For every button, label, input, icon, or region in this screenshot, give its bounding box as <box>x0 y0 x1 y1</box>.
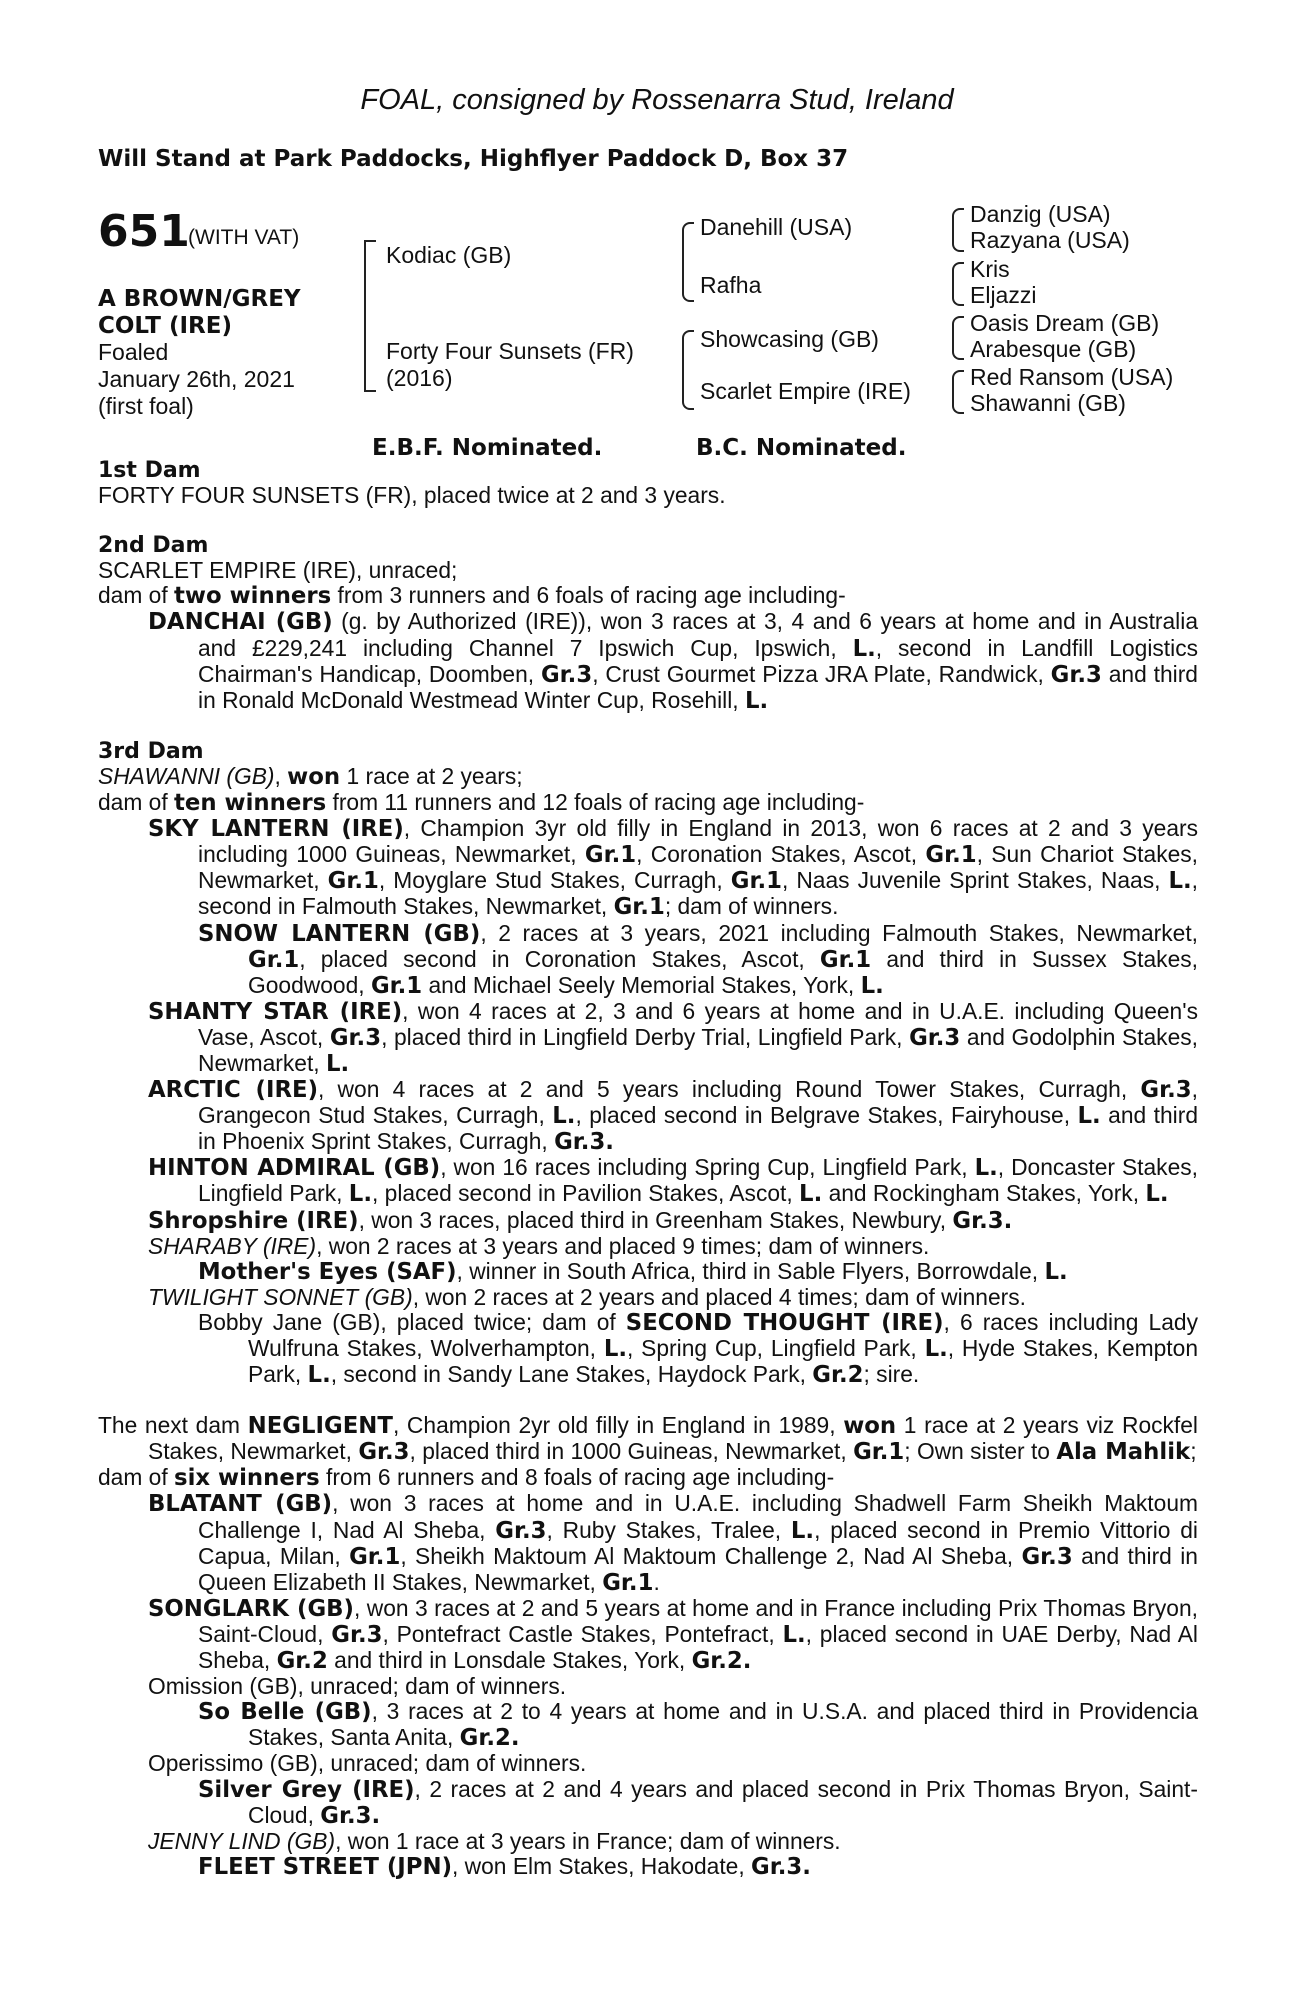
progeny-jenny-lind: JENNY LIND (GB), won 1 race at 3 years in France; dam of winners. <box>148 1827 841 1854</box>
pedigree-brace-g1 <box>952 208 964 252</box>
first-dam-heading: 1st Dam <box>98 458 201 483</box>
progeny-shropshire: Shropshire (IRE), won 3 races, placed third in Greenham Stakes, Newbury, Gr.3. <box>148 1206 1013 1234</box>
pedigree-dam-sire: Showcasing (GB) <box>700 326 879 352</box>
progeny-shanty-star: SHANTY STAR (IRE), won 4 races at 2, 3 and 6 years at home and in U.A.E. including Queen's Vase, Ascot, Gr.3, placed third in Lingfield Derby Trial, Lingfield Park, Gr.3 and Godolphin Stakes, Newmarket, L. <box>148 997 1198 1077</box>
progeny-fleet-street: FLEET STREET (JPN), won Elm Stakes, Hakodate, Gr.3. <box>198 1852 811 1880</box>
progeny-bobby-jane: Bobby Jane (GB), placed twice; dam of SECOND THOUGHT (IRE), 6 races including Lady Wulfruna Stakes, Wolverhampton, L., Spring Cup, Lingfield Park, L., Hyde Stakes, Kempton Park, L., second in Sandy Lane Stakes, Haydock Park, Gr.2; sire. <box>198 1308 1198 1389</box>
pedigree-dam-dam: Scarlet Empire (IRE) <box>700 378 911 404</box>
first-foal-note: (first foal) <box>98 393 194 419</box>
second-dam-heading: 2nd Dam <box>98 533 209 559</box>
foaled-date: January 26th, 2021 <box>98 366 295 392</box>
pedigree-brace-g4 <box>952 370 964 414</box>
progeny-so-belle: So Belle (GB), 3 races at 2 to 4 years at home and in U.S.A. and placed third in Providencia Stakes, Santa Anita, Gr.2. <box>198 1698 1199 1752</box>
pedigree-brace-sire <box>682 222 694 302</box>
progeny-hinton-admiral: HINTON ADMIRAL (GB), won 16 races including Spring Cup, Lingfield Park, L., Doncaster Stakes, Lingfield Park, L., placed second in Pavilion Stakes, Ascot, L. and Rockingham Stakes, York, L. <box>148 1154 1198 1208</box>
catalogue-body <box>98 458 1198 1880</box>
pedigree-dam: Forty Four Sunsets (FR) <box>386 338 634 364</box>
pedigree-brace-main <box>364 240 376 392</box>
pedigree-g6: Arabesque (GB) <box>970 336 1137 362</box>
pedigree-sire: Kodiac (GB) <box>386 242 512 268</box>
pedigree-g8: Shawanni (GB) <box>970 390 1126 416</box>
progeny-sharaby: SHARABY (IRE), won 2 races at 3 years and placed 9 times; dam of winners. <box>148 1232 930 1259</box>
progeny-operissimo: Operissimo (GB), unraced; dam of winners. <box>148 1750 587 1777</box>
pedigree-brace-g3 <box>952 316 964 360</box>
pedigree-g2: Razyana (USA) <box>970 227 1130 253</box>
progeny-omission: Omission (GB), unraced; dam of winners. <box>148 1673 567 1700</box>
next-dam-negligent: The next dam NEGLIGENT, Champion 2yr old filly in England in 1989, won 1 race at 2 years viz Rockfel Stakes, Newmarket, Gr.3, placed third in 1000 Guineas, Newmarket, Gr.1; Own sister to Ala Mahlik; <box>98 1412 1198 1466</box>
pedigree-sire-sire: Danehill (USA) <box>700 214 853 240</box>
pedigree-sire-dam: Rafha <box>700 272 762 298</box>
progeny-arctic: ARCTIC (IRE), won 4 races at 2 and 5 years including Round Tower Stakes, Curragh, Gr.3, Grangecon Stud Stakes, Curragh, L., placed second in Belgrave Stakes, Fairyhouse, L. and third in Phoenix Sprint Stakes, Curragh, Gr.3. <box>148 1076 1198 1156</box>
lot-description-2: COLT (IRE) <box>98 313 232 339</box>
progeny-sky-lantern: SKY LANTERN (IRE), Champion 3yr old filly in England in 2013, won 6 races at 2 and 3 years including 1000 Guineas, Newmarket, Gr.1, Coronation Stakes, Ascot, Gr.1, Sun Chariot Stakes, Newmarket, Gr.1, Moyglare Stud Stakes, Curragh, Gr.1, Naas Juvenile Sprint Stakes, Naas, L., second in Falmouth Stakes, Newmarket, Gr.1; dam of winners. <box>148 815 1198 921</box>
progeny-snow-lantern: SNOW LANTERN (GB), 2 races at 3 years, 2021 including Falmouth Stakes, Newmarket, Gr.1, placed second in Coronation Stakes, Ascot, Gr.1 and third in Sussex Stakes, Goodwood, Gr.1 and Michael Seely Memorial Stakes, York, L. <box>198 919 1199 999</box>
vat-note: (WITH VAT) <box>188 226 300 249</box>
third-dam-line1: SHAWANNI (GB), won 1 race at 2 years; <box>98 762 523 790</box>
progeny-mothers-eyes: Mother's Eyes (SAF), winner in South Africa, third in Sable Flyers, Borrowdale, L. <box>198 1257 1068 1285</box>
next-dam-line2: dam of six winners from 6 runners and 8 foals of racing age including- <box>98 1464 835 1492</box>
horse-name: DANCHAI (GB) <box>148 609 333 636</box>
second-dam-line2: dam of two winners from 3 runners and 6 foals of racing age including- <box>98 582 846 610</box>
progeny-danchai: DANCHAI (GB) (g. by Authorized (IRE)), won 3 races at 3, 4 and 6 years at home and in Australia and £229,241 including Channel 7 Ipswich Cup, Ipswich, L., second in Landfill Logistics Chairman's Handicap, Doomben, Gr.3, Crust Gourmet Pizza JRA Plate, Randwick, Gr.3 and third in Ronald McDonald Westmead Winter Cup, Rosehill, L. <box>148 608 1198 714</box>
third-dam-line2: dam of ten winners from 11 runners and 12 foals of racing age including- <box>98 789 865 817</box>
bc-nomination: B.C. Nominated. <box>696 435 907 461</box>
progeny-blatant: BLATANT (GB), won 3 races at home and in U.A.E. including Shadwell Farm Sheikh Maktoum Challenge I, Nad Al Sheba, Gr.3, Ruby Stakes, Tralee, L., placed second in Premio Vittorio di Capua, Milan, Gr.1, Sheikh Maktoum Al Maktoum Challenge 2, Nad Al Sheba, Gr.3 and third in Queen Elizabeth II Stakes, Newmarket, Gr.1. <box>148 1490 1198 1596</box>
pedigree-brace-g2 <box>952 262 964 306</box>
third-dam-heading: 3rd Dam <box>98 738 204 764</box>
ebf-nomination: E.B.F. Nominated. <box>372 435 603 461</box>
pedigree-g3: Kris <box>970 256 1010 282</box>
lot-number: 651 <box>98 206 190 257</box>
first-dam-text: FORTY FOUR SUNSETS (FR), placed twice at 2 and 3 years. <box>98 482 726 509</box>
second-dam-line1: SCARLET EMPIRE (IRE), unraced; <box>98 557 458 584</box>
progeny-songlark: SONGLARK (GB), won 3 races at 2 and 5 years at home and in France including Prix Thomas Bryon, Saint-Cloud, Gr.3, Pontefract Castle Stakes, Pontefract, L., placed second in UAE Derby, Nad Al Sheba, Gr.2 and third in Lonsdale Stakes, York, Gr.2. <box>148 1594 1198 1675</box>
pedigree-dam-year: (2016) <box>386 365 453 391</box>
page-title: FOAL, consigned by Rossenarra Stud, Ireland <box>360 84 954 116</box>
lot-description: A BROWN/GREY <box>98 286 301 312</box>
pedigree-g5: Oasis Dream (GB) <box>970 310 1160 336</box>
pedigree-g1: Danzig (USA) <box>970 201 1111 227</box>
pedigree-g7: Red Ransom (USA) <box>970 364 1174 390</box>
foaled-label: Foaled <box>98 339 169 365</box>
progeny-twilight-sonnet: TWILIGHT SONNET (GB), won 2 races at 2 years and placed 4 times; dam of winners. <box>148 1283 1026 1310</box>
progeny-silver-grey: Silver Grey (IRE), 2 races at 2 and 4 years and placed second in Prix Thomas Bryon, Saint-Cloud, Gr.3. <box>198 1775 1198 1829</box>
pedigree-brace-dam <box>682 330 694 410</box>
pedigree-g4: Eljazzi <box>970 282 1037 308</box>
stand-location: Will Stand at Park Paddocks, Highflyer Paddock D, Box 37 <box>98 146 849 172</box>
